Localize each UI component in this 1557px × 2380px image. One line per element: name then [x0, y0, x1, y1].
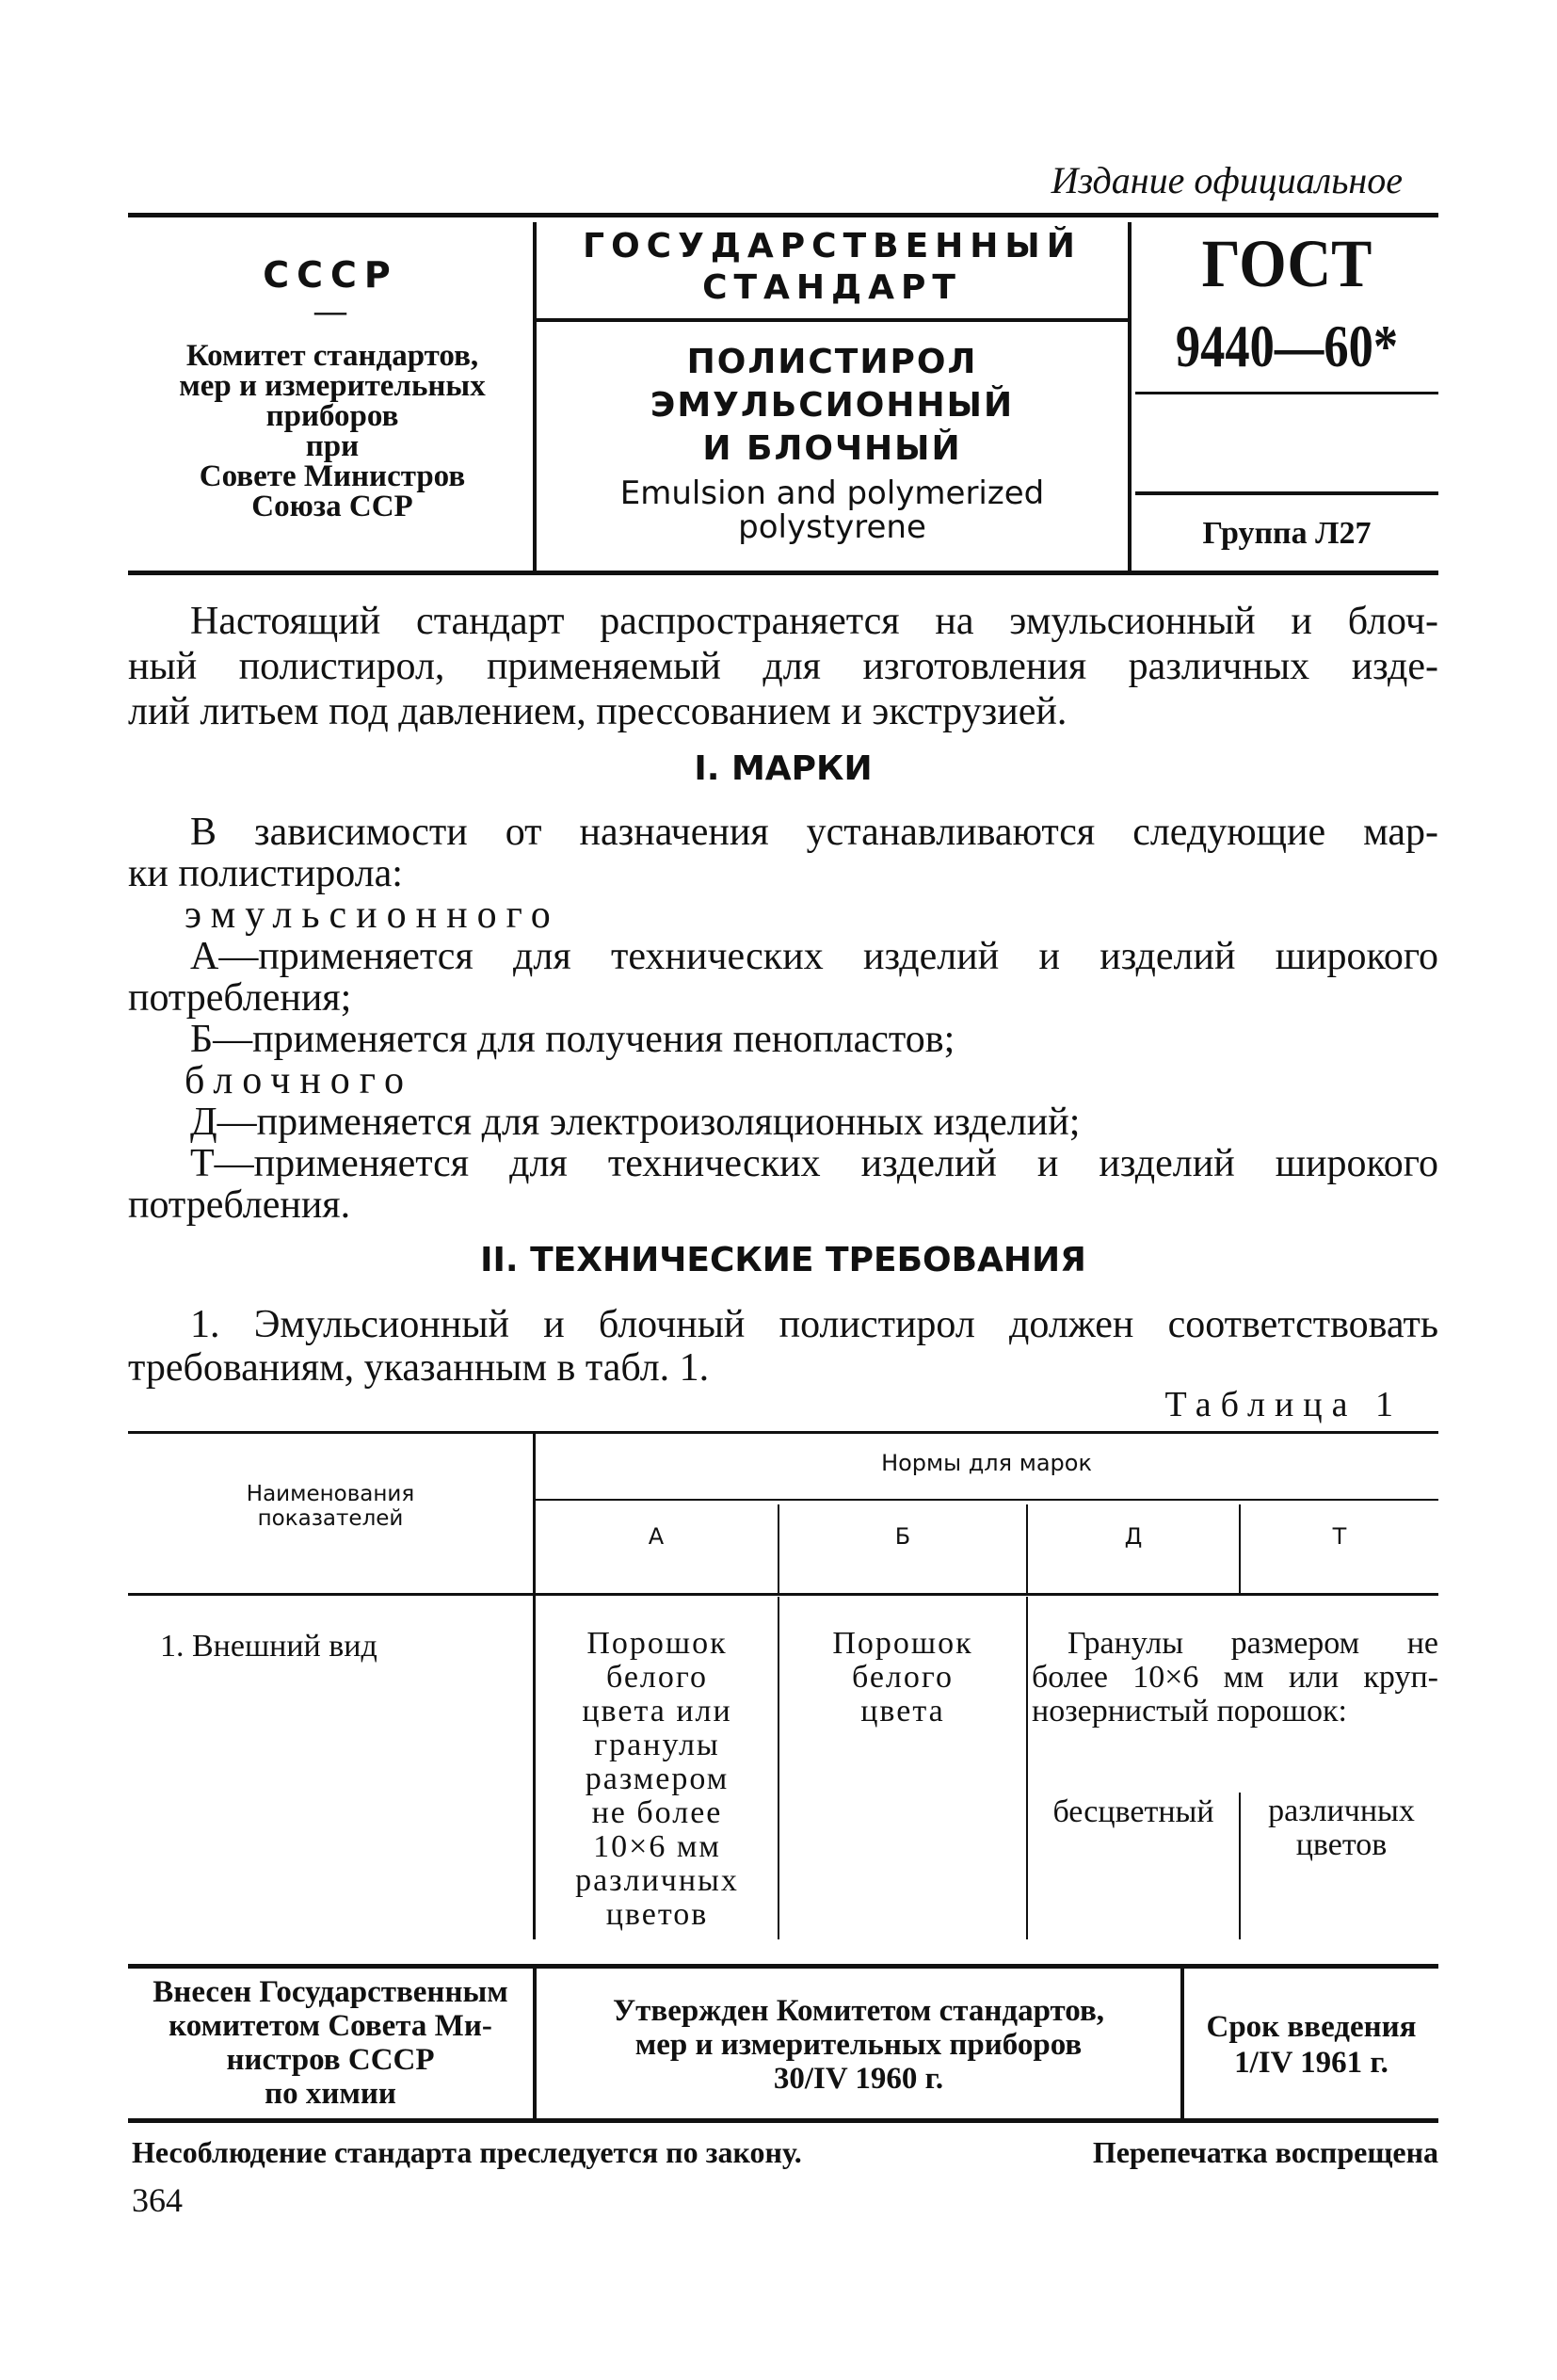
marks-line: Т—применяется для технических изделий и изделий широкого: [190, 1142, 1438, 1185]
row1-dt-line: более 10×6 мм или круп-: [1032, 1660, 1438, 1695]
row1-a-line: не более: [591, 1795, 723, 1830]
introduced-line: нистров СССР: [226, 2043, 435, 2077]
header-country: СССР: [263, 254, 398, 296]
row1-b-line: Порошок: [832, 1626, 973, 1661]
marks-line: В зависимости от назначения устанавливаются следующие мар-: [190, 811, 1438, 854]
header-top-rule: [128, 213, 1438, 217]
col-name-header-line: Наименования: [246, 1482, 415, 1506]
marks-subheading: блочного: [185, 1059, 413, 1102]
header-center-rule: [537, 318, 1128, 322]
table-norms-rule: [535, 1499, 1438, 1501]
standard-type-line: ГОСУДАРСТВЕННЫЙ: [583, 227, 1082, 265]
approved-line: мер и измерительных приборов: [634, 2028, 1083, 2062]
footer-approved: [537, 1994, 1180, 2096]
header-organization: [132, 341, 533, 522]
table-top-rule: [128, 1431, 1438, 1434]
footer-introduced: [128, 1975, 533, 2111]
row1-a-line: белого: [605, 1660, 708, 1695]
page-number: 364: [132, 2181, 183, 2219]
row1-t-line: различных: [1268, 1793, 1415, 1828]
section2-body: [128, 1303, 1438, 1390]
marks-line: А—применяется для технических изделий и изделий широкого: [190, 935, 1438, 978]
row1-t-line: цветов: [1295, 1827, 1388, 1862]
col-name-header-line: показателей: [257, 1506, 404, 1531]
standard-title-en-line: polystyrene: [738, 508, 926, 546]
table-col-divider-3b: [1026, 1597, 1028, 1939]
standard-title-en-line: Emulsion and polymerized: [619, 474, 1045, 512]
row1-a-line: 10×6 мм: [593, 1829, 721, 1864]
footer-top-rule: [128, 1964, 1438, 1969]
standard-title-line: ЭМУЛЬСИОННЫЙ: [650, 386, 1015, 425]
marks-subheading: эмульсионного: [185, 893, 560, 937]
org-line: Комитет стандартов,: [185, 339, 479, 373]
marks-line: потребления.: [128, 1183, 351, 1227]
row1-a-line: цветов: [605, 1897, 709, 1932]
table-caption: Таблица 1: [1164, 1385, 1403, 1424]
edition-note: Издание официальное: [1051, 159, 1403, 201]
gost-label: ГОСТ: [1201, 226, 1372, 301]
header-right-rule-1: [1135, 392, 1438, 394]
row1-a-line: цвета или: [582, 1694, 732, 1729]
section1-title: I. МАРКИ: [694, 749, 873, 788]
approved-line: 30/IV 1960 г.: [773, 2062, 944, 2096]
marks-line: Д—применяется для электроизоляционных изделий;: [190, 1101, 1081, 1144]
standard-title-line: И БЛОЧНЫЙ: [702, 429, 962, 468]
row1-a-line: гранулы: [594, 1728, 720, 1762]
footer-bottom-rule: [128, 2118, 1438, 2123]
marks-line: ки полистирола:: [128, 852, 403, 895]
org-line: при: [305, 429, 360, 463]
intro-paragraph: [128, 599, 1438, 734]
header-divider-right: [1128, 222, 1132, 572]
row1-mark-b: [779, 1627, 1026, 1729]
table-col-name-header: [128, 1482, 533, 1531]
requirements-line: требованиям, указанным в табл. 1.: [128, 1346, 710, 1390]
mark-b-header: Б: [894, 1523, 911, 1550]
section1-body: [128, 812, 1438, 1226]
mark-t-header: Т: [1332, 1523, 1347, 1550]
mark-d-header: Д: [1124, 1523, 1143, 1550]
section2-title: II. ТЕХНИЧЕСКИЕ ТРЕБОВАНИЯ: [480, 1241, 1086, 1279]
row1-dt-line: Гранулы размером не: [1067, 1626, 1438, 1661]
introduced-line: комитетом Совета Ми-: [169, 2009, 492, 2043]
intro-line: лий литьем под давлением, прессованием и экструзией.: [128, 690, 1067, 733]
row1-mark-a: [537, 1627, 778, 1932]
approved-line: Утвержден Комитетом стандартов,: [612, 1994, 1105, 2028]
row1-b-line: цвета: [860, 1694, 945, 1729]
row1-b-line: белого: [851, 1660, 954, 1695]
requirements-line: 1. Эмульсионный и блочный полистирол должен соответствовать: [190, 1303, 1438, 1346]
header-dash: —: [314, 294, 346, 329]
org-line: приборов: [265, 399, 399, 433]
header-bottom-rule: [128, 571, 1438, 575]
gost-number: 9440—60*: [1175, 313, 1399, 379]
row1-dt-line: нозернистый порошок:: [1032, 1694, 1347, 1729]
introduced-line: по химии: [265, 2077, 396, 2111]
footer-warning-left: Несоблюдение стандарта преследуется по закону.: [132, 2135, 802, 2169]
effective-line: 1/IV 1961 г.: [1234, 2046, 1388, 2080]
gost-group: Группа Л27: [1202, 516, 1372, 551]
footer-warning-right: Перепечатка воспрещена: [1092, 2135, 1438, 2169]
mark-a-header: А: [648, 1523, 665, 1550]
introduced-line: Внесен Государственным: [152, 1975, 508, 2009]
marks-line: Б—применяется для получения пенопластов;: [190, 1018, 955, 1061]
row1-mark-d: бесцветный: [1052, 1794, 1214, 1829]
row1-marks-dt-common: [1032, 1627, 1438, 1729]
row1-a-line: Порошок: [586, 1626, 728, 1661]
row1-mark-t: [1241, 1794, 1442, 1862]
row1-a-line: размером: [585, 1761, 730, 1796]
table-norms-header: Нормы для марок: [881, 1450, 1092, 1476]
marks-line: потребления;: [128, 976, 352, 1020]
effective-line: Срок введения: [1206, 2010, 1417, 2044]
header-right-rule-2: [1135, 491, 1438, 495]
standard-title: [537, 341, 1128, 471]
footer-effective: [1184, 2009, 1438, 2081]
org-line: мер и измерительных: [179, 369, 486, 403]
standard-type: [537, 226, 1128, 309]
table-header-rule: [128, 1593, 1438, 1596]
intro-line: Настоящий стандарт распространяется на эмульсионный и блоч-: [190, 600, 1438, 643]
standard-type-line: СТАНДАРТ: [702, 268, 962, 307]
org-line: Совете Министров: [199, 459, 466, 493]
row1-name: 1. Внешний вид: [160, 1629, 377, 1664]
table-col-divider-1: [533, 1433, 536, 1939]
row1-a-line: различных: [575, 1863, 739, 1898]
standard-title-en: [537, 476, 1128, 544]
org-line: Союза ССР: [251, 490, 413, 523]
intro-line: ный полистирол, применяемый для изготовления различных изде-: [128, 645, 1438, 688]
standard-title-line: ПОЛИСТИРОЛ: [686, 343, 978, 381]
